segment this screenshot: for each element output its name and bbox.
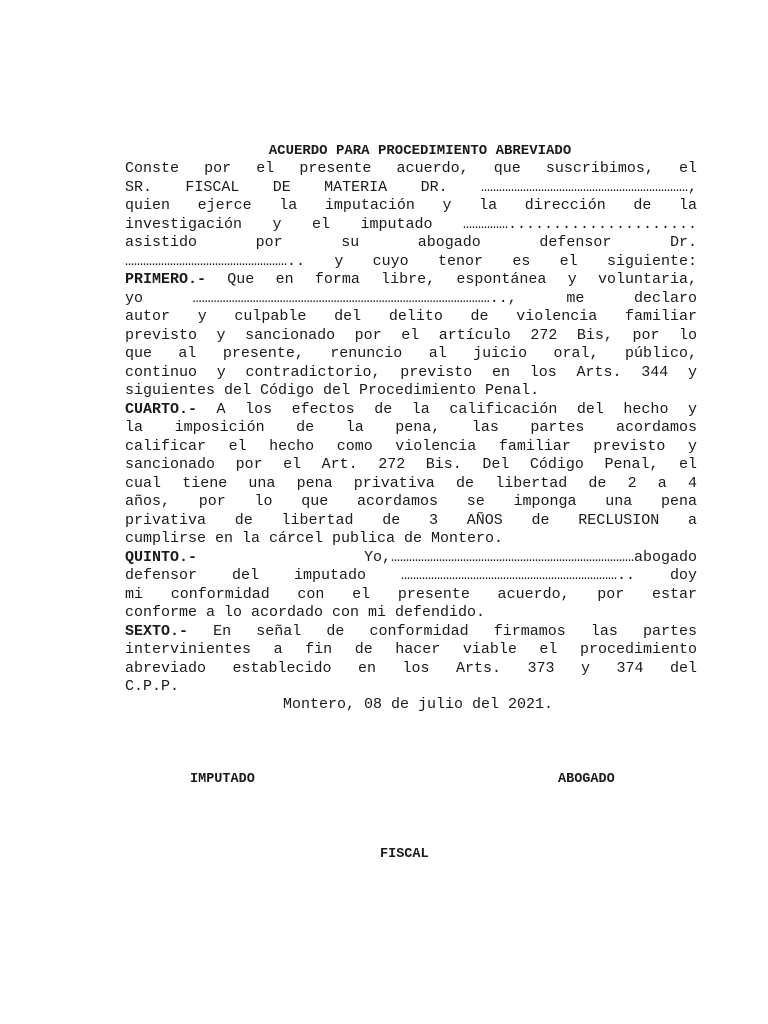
document-date: Montero, 08 de julio del 2021. [283, 696, 554, 713]
clause-cuarto-line: cual tiene una pena privativa de libertad de 2 a 4 [125, 474, 697, 492]
signature-fiscal: FISCAL [380, 847, 429, 862]
intro-line: Conste por el presente acuerdo, que suscribimos, el [125, 160, 697, 177]
clause-cuarto-first-line [125, 401, 697, 420]
clause-sexto-heading: SEXTO.- [125, 622, 189, 640]
clause-quinto-line: mi conformidad con el presente acuerdo, por estar [125, 585, 697, 603]
clause-primero-line: previsto y sancionado por el artículo 272 Bis, por lo [125, 326, 697, 344]
intro-line: investigación y el imputado ……………..................... [125, 215, 697, 233]
clause-primero-line: yo ……………………………………………………………………………………….., me declaro [125, 289, 697, 307]
clause-cuarto-line: privativa de libertad de 3 AÑOS de RECLUSION a [125, 511, 697, 529]
clause-quinto-line: conforme a lo acordado con mi defendido. [125, 604, 486, 621]
clause-quinto-line: defensor del imputado ……………………………………………………………….. doy [125, 567, 697, 584]
clause-cuarto-line: cumplirse en la cárcel publica de Montero. [125, 530, 504, 547]
clause-primero-text: Que en forma libre, espontánea y voluntaria, [206, 271, 697, 288]
clause-cuarto-text: A los efectos de la calificación del hecho y [197, 400, 697, 418]
clause-sexto-text: En señal de conformidad firmamos las partes [188, 622, 697, 640]
intro-line: SR. FISCAL DE MATERIA DR. ……………………………………………………………, [125, 178, 697, 196]
clause-cuarto-line: años, por lo que acordamos se imponga una pena [125, 493, 697, 510]
clause-primero-first-line [125, 271, 697, 290]
document-body [125, 160, 697, 697]
clause-sexto-first-line [125, 623, 697, 642]
clause-cuarto-heading: CUARTO.- [125, 400, 198, 418]
clause-sexto-line: intervinientes a fin de hacer viable el procedimiento [125, 641, 697, 658]
clause-primero-heading: PRIMERO.- [125, 271, 207, 288]
clause-cuarto-line: la imposición de la pena, las partes acordamos [125, 419, 697, 436]
intro-line: asistido por su abogado defensor Dr. [125, 234, 697, 251]
clause-primero-line: continuo y contradictorio, previsto en los Arts. 344 y [125, 363, 697, 381]
clause-cuarto-line: sancionado por el Art. 272 Bis. Del Código Penal, el [125, 456, 697, 473]
intro-line: quien ejerce la imputación y la dirección de la [125, 197, 697, 214]
signature-imputado: IMPUTADO [190, 772, 255, 787]
clause-cuarto-line: calificar el hecho como violencia familiar previsto y [125, 437, 697, 455]
document-title: ACUERDO PARA PROCEDIMIENTO ABREVIADO [268, 143, 572, 159]
clause-quinto-text: Yo,………………………………………………………………………abogado [363, 548, 697, 566]
clause-primero-line: que al presente, renuncio al juicio oral, público, [125, 345, 697, 362]
clause-sexto-line: C.P.P. [125, 678, 180, 695]
clause-primero-line: autor y culpable del delito de violencia familiar [125, 308, 697, 325]
clause-sexto-line: abreviado establecido en los Arts. 373 y 374 del [125, 659, 697, 677]
signature-abogado: ABOGADO [558, 772, 615, 787]
intro-line: ……………………………………………….. y cuyo tenor es el siguiente: [125, 252, 697, 270]
clause-primero-line: siguientes del Código del Procedimiento Penal. [125, 382, 540, 399]
clause-quinto-first-line [125, 549, 697, 568]
clause-quinto-heading: QUINTO.- [125, 548, 198, 566]
